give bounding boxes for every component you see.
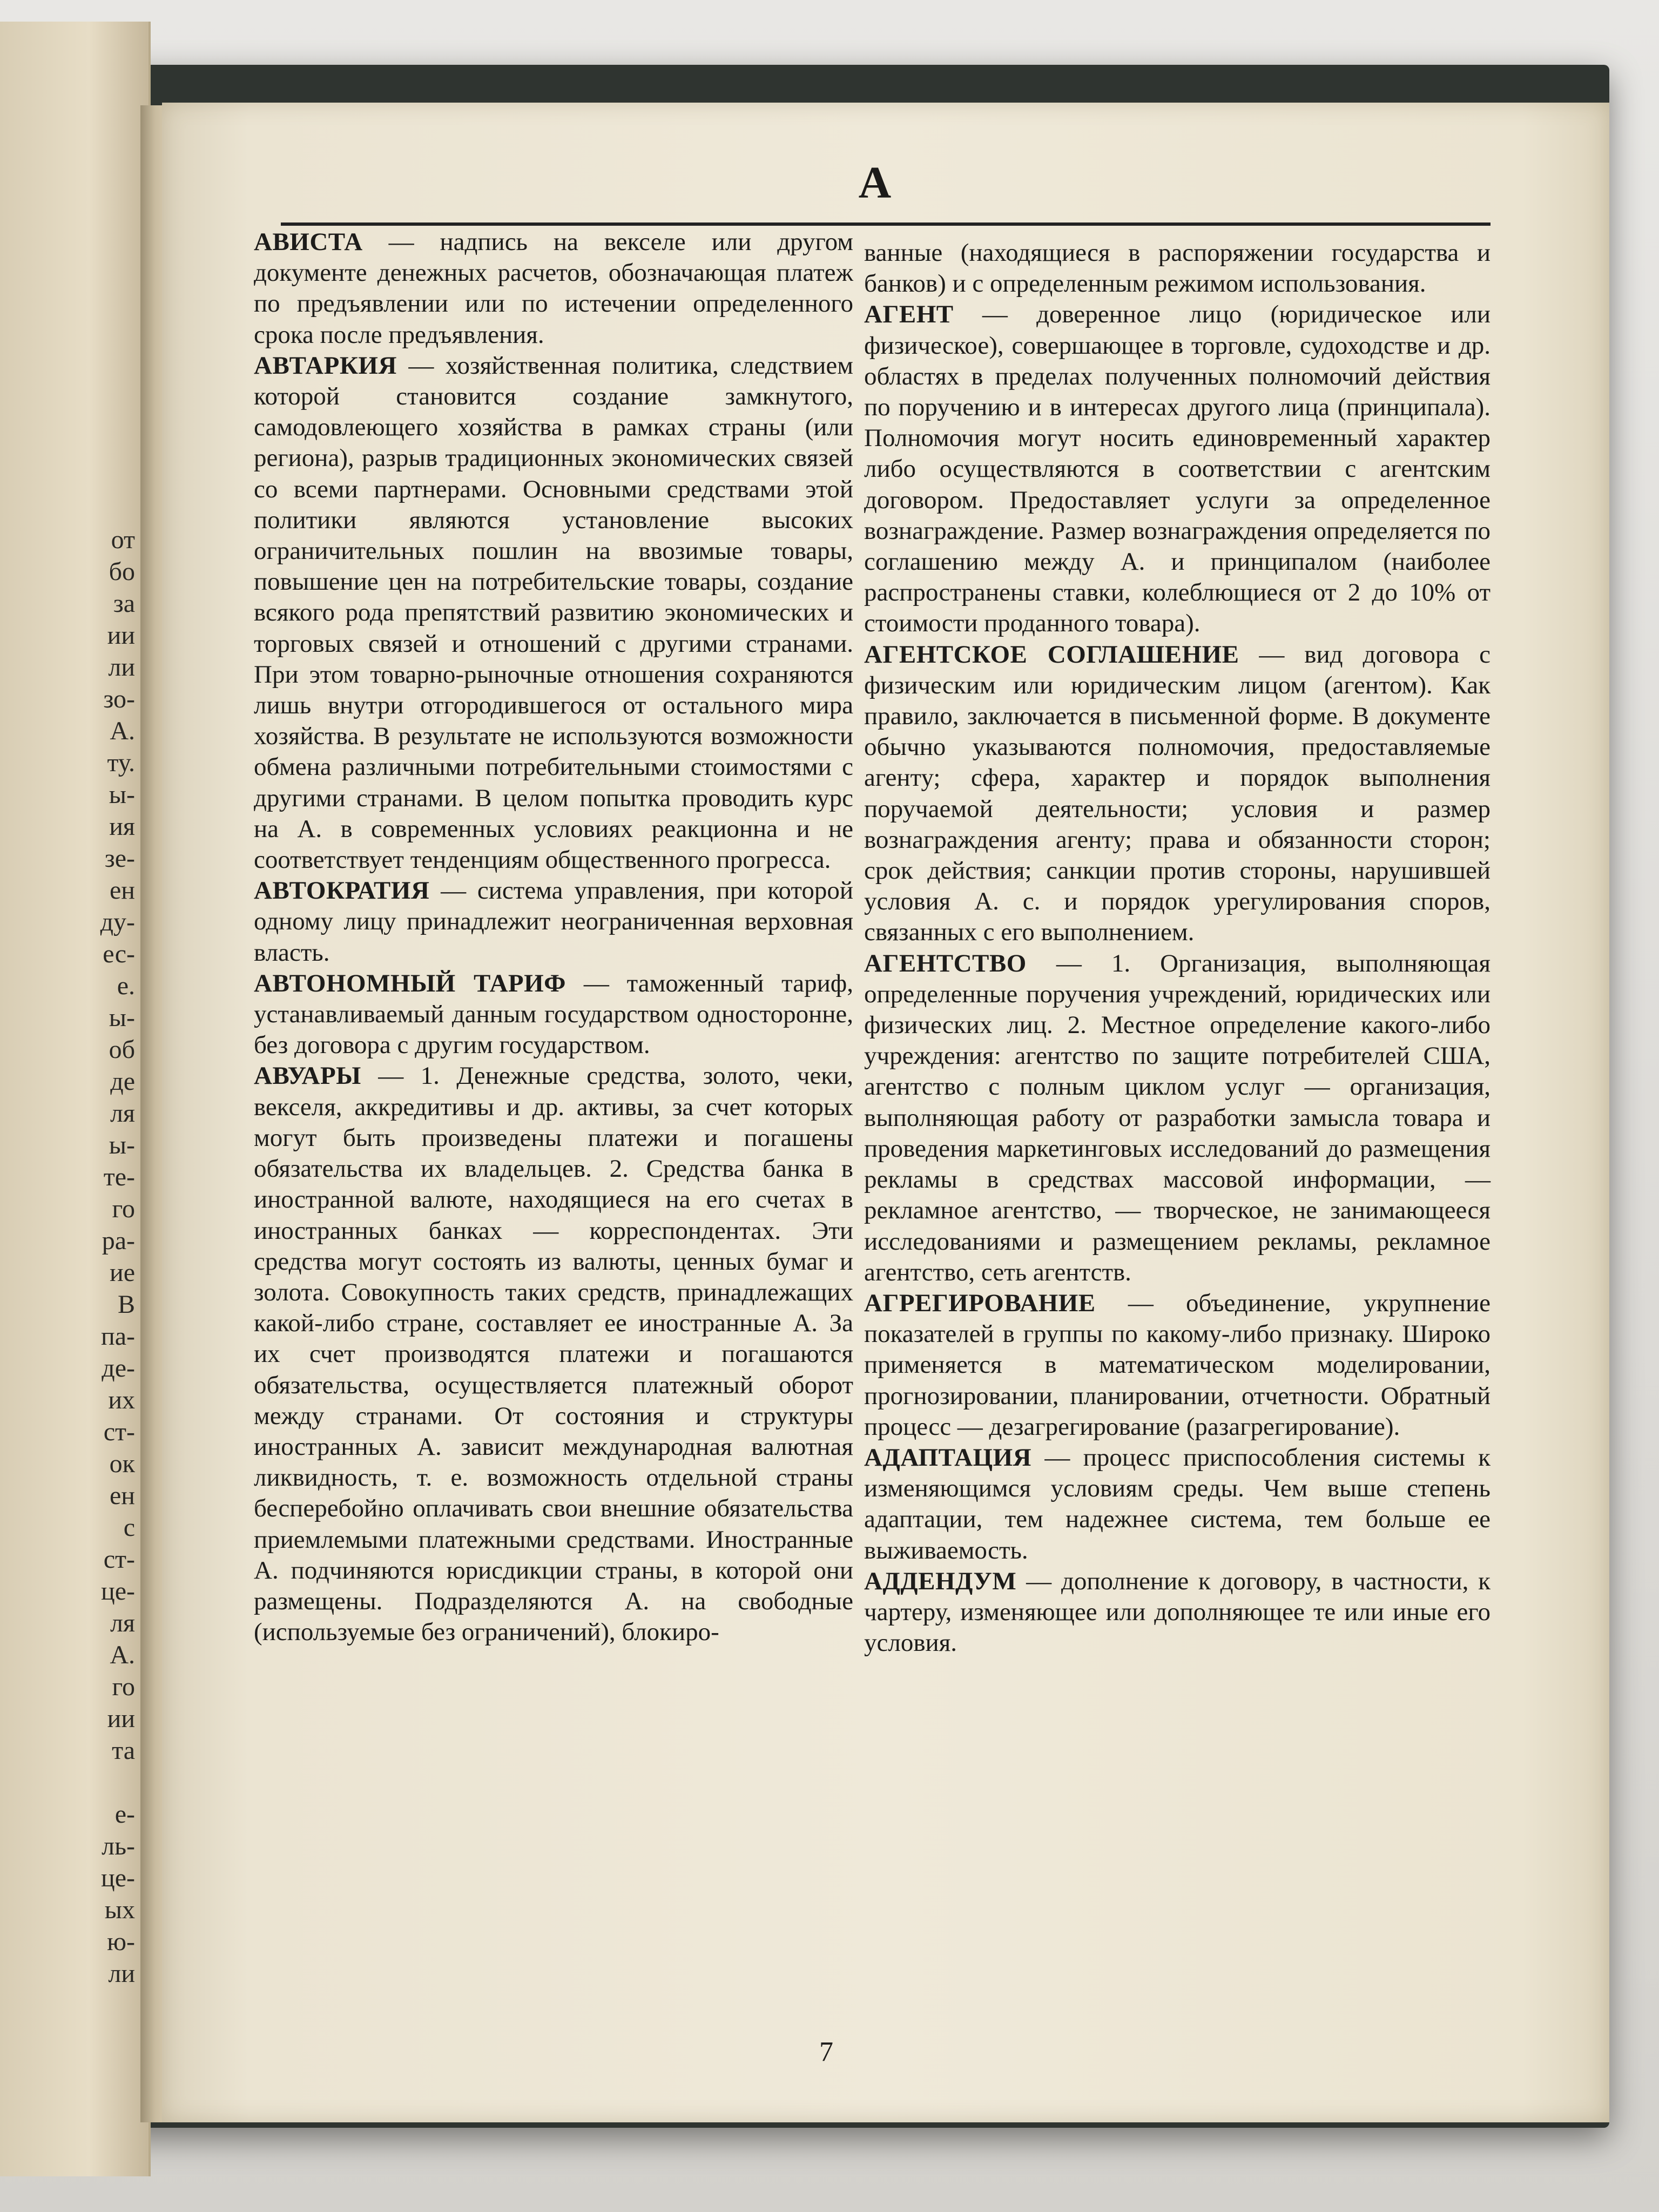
- dictionary-entry: [254, 227, 853, 350]
- left-page-fragment: А.: [110, 1641, 135, 1669]
- left-page-fragment: ст-: [103, 1545, 135, 1574]
- entry-definition: ванные (находящиеся в распоряжении государства и банков) и с определенным режимом использования.: [864, 239, 1491, 298]
- entry-definition: — дополнение к договору, в частности, к чартеру, изменяющее или дополняющее те или иные его условия.: [864, 1567, 1491, 1657]
- left-page-fragment: це-: [101, 1864, 135, 1892]
- dictionary-entry: [864, 1566, 1491, 1659]
- left-page-fragment: от: [111, 525, 135, 554]
- left-page-fragment: зе-: [104, 844, 135, 873]
- left-page-fragment: с: [123, 1513, 135, 1542]
- left-page-fragment: та: [112, 1736, 135, 1765]
- left-page-fragment: ли: [108, 1959, 135, 1988]
- left-page-fragment: ы-: [109, 780, 135, 809]
- left-page-fragment: це-: [101, 1577, 135, 1606]
- dictionary-entry: [864, 1442, 1491, 1566]
- left-column: [254, 227, 853, 1648]
- left-page-fragment: А.: [110, 717, 135, 745]
- left-page-fragment: ы-: [109, 1131, 135, 1159]
- left-page-fragment: ра-: [102, 1226, 135, 1255]
- entry-definition: — 1. Денежные средства, золото, чеки, векселя, аккредитивы и др. активы, за счет которых могут быть произведены платежи и погашены обязательства их владельцев. 2. Средства банка в иностранной валюте, находящиеся на его счетах в иностранных банках — корреспондентах. Эти средства могут состоять из валюты, ценных бумаг и золота. Совокупность таких средств, принадлежащих какой-либо стране, составляет ее иностранные А. За их счет производятся платежи и погашаются обязательства, осуществляется платежный оборот между странами. От состояния и структуры иностранных А. зависит международная валютная ликвидность, т. е. возможность отдельной страны бесперебойно оплачивать свои внешние обязательства приемлемыми платежными средствами. Иностранные А. подчиняются юрисдикции страны, в которой они размещены. Подразделяются А. на свободные (используемые без ограничений), блокиро-: [254, 1062, 853, 1647]
- left-page-fragment: де-: [102, 1354, 135, 1382]
- left-page-fragment: ы-: [109, 1003, 135, 1032]
- page-number: 7: [819, 2036, 833, 2067]
- dictionary-entry: [254, 968, 853, 1061]
- entry-definition: — хозяйственная политика, следствием которой становится создание замкнутого, самодовлеющего хозяйства в рамках страны (или региона), разрыв традиционных экономических связей со всеми партнерами. Основными средствами этой политики являются установление высоких ограничительных пошлин на ввозимые товары, повышение цен на потребительские товары, создание всякого рода препятствий развитию экономических и торговых связей и отношений с другими странами. При этом товарно-рыночные отношения сохраняются лишь внутри отгородившегося от остального мира хозяйства. В результате не используются возможности обмена различными потребительными стоимостями с другими странами. В целом попытка проводить курс на А. в современных условиях реакционна и не соответствует тенденциям общественного прогресса.: [254, 351, 853, 874]
- entry-definition: — процесс приспособления системы к изменяющимся условиям среды. Чем выше степень адаптации, тем надежнее система, тем больше ее выживаемость.: [864, 1443, 1491, 1564]
- header-rule: [281, 222, 1491, 226]
- left-page-fragment: их: [108, 1386, 135, 1414]
- entry-term: АДАПТАЦИЯ: [864, 1443, 1032, 1472]
- entry-term: АВТОКРАТИЯ: [254, 876, 430, 905]
- left-page-fragment: ля: [110, 1609, 135, 1637]
- left-page-fragment: ду-: [100, 908, 135, 936]
- dictionary-entry: [864, 1288, 1491, 1442]
- left-page-fragment: ок: [109, 1449, 135, 1478]
- left-page-fragment: бо: [109, 557, 135, 586]
- dictionary-entry: [254, 350, 853, 875]
- left-page-fragment: ля: [110, 1099, 135, 1128]
- left-page-fragment: ен: [110, 1481, 135, 1510]
- right-column: [864, 238, 1491, 1658]
- dictionary-entry: [254, 875, 853, 968]
- left-page-fragment: зо-: [103, 685, 135, 713]
- left-page-fragment: де: [110, 1067, 135, 1096]
- entry-term: АГЕНТСТВО: [864, 949, 1027, 977]
- dictionary-entry: [864, 238, 1491, 299]
- entry-term: АГЕНТ: [864, 300, 954, 329]
- dictionary-entry: [864, 299, 1491, 639]
- left-page-fragment: В: [117, 1290, 135, 1319]
- dictionary-entry: [864, 639, 1491, 948]
- entry-definition: — надпись на векселе или другом документе денежных расчетов, обозначающая платеж по предъявлении или по истечении определенного срока после предъявления.: [254, 228, 853, 349]
- left-page-fragment: го: [112, 1195, 135, 1223]
- left-page-fragment: ст-: [103, 1418, 135, 1446]
- entry-term: АВУАРЫ: [254, 1062, 361, 1090]
- left-page-fragment: е.: [117, 972, 135, 1000]
- left-page-fragment: те-: [103, 1163, 135, 1191]
- entry-definition: — вид договора с физическим или юридическим лицом (агентом). Как правило, заключается в письменной форме. В документе обычно указываются полномочия, предоставляемые агенту; сфера, характер и порядок выполнения поручаемой деятельности; условия и размер вознаграждения агенту; права и обязанности сторон; срок действия; санкции против стороны, нарушившей условия А. с. и порядок урегулирования споров, связанных с его выполнением.: [864, 640, 1491, 947]
- left-page-fragment: го: [112, 1673, 135, 1701]
- left-page-fragment: па-: [101, 1322, 135, 1351]
- left-page-fragment: е-: [114, 1800, 135, 1829]
- entry-term: АВИСТА: [254, 228, 363, 256]
- left-page-fragment: ии: [107, 621, 135, 650]
- entry-definition: — объединение, укрупнение показателей в группы по какому-либо признаку. Широко применяется в математическом моделировании, прогнозировании, планировании, отчетности. Обратный процесс — дезагрегирование (разагрегирование).: [864, 1289, 1491, 1441]
- dictionary-entry: [864, 948, 1491, 1288]
- left-page: [0, 22, 151, 2176]
- left-page-fragment: ли: [108, 653, 135, 682]
- left-page-fragment: за: [113, 589, 135, 618]
- entry-definition: — доверенное лицо (юридическое или физическое), совершающее в торговле, судоходстве и др. областях в пределах полученных полномочий действия по поручению и в интересах другого лица (принципала). Полномочия могут носить единовременный характер либо осуществляются в соответствии с агентским договором. Предоставляет услуги за определенное вознаграждение. Размер вознаграждения определяется по соглашению между А. и принципалом (наиболее распространены ставки, колеблющиеся от 2 до 10% от стоимости проданного товара).: [864, 300, 1491, 638]
- entry-term: АВТОНОМНЫЙ ТАРИФ: [254, 969, 567, 997]
- left-page-fragment: ых: [104, 1896, 135, 1924]
- left-page-fragment: ль-: [102, 1832, 135, 1860]
- left-page-fragment: ии: [107, 1704, 135, 1733]
- entry-term: АГЕНТСКОЕ СОГЛАШЕНИЕ: [864, 640, 1239, 669]
- left-page-fragment: ес-: [103, 940, 135, 968]
- entry-definition: — 1. Организация, выполняющая определенные поручения учреждений, юридических или физических лиц. 2. Местное определение какого-либо учреждения: агентство по защите потребителей США, агентство с полным циклом услуг — организация, выполняющая работу от разработки замысла товара и проведения маркетинговых исследований до размещения рекламы в средствах массовой информации, — рекламное агентство, — творческое, не занимающееся исследованиями и размещением рекламы, рекламное агентство, сеть агентств.: [864, 949, 1491, 1286]
- entry-definition: — система управления, при которой одному лицу принадлежит неограниченная верховная власть.: [254, 876, 853, 967]
- left-page-fragment: об: [109, 1035, 135, 1064]
- left-page-fragment: [0, 1766, 135, 1798]
- entry-term: АВТАРКИЯ: [254, 351, 397, 380]
- left-page-fragment: ие: [110, 1258, 135, 1287]
- left-page-fragment: ия: [109, 812, 135, 841]
- left-page-text-fragments: [0, 524, 135, 1990]
- left-page-fragment: ю-: [107, 1927, 135, 1956]
- entry-term: АГРЕГИРОВАНИЕ: [864, 1289, 1096, 1317]
- section-letter: А: [858, 158, 892, 208]
- dictionary-entry: [254, 1061, 853, 1648]
- entry-term: АДДЕНДУМ: [864, 1567, 1017, 1595]
- left-page-fragment: ту.: [107, 748, 135, 777]
- left-page-fragment: ен: [110, 876, 135, 905]
- entry-definition: — таможенный тариф, устанавливаемый данным государством односторонне, без договора с другим государством.: [254, 969, 853, 1060]
